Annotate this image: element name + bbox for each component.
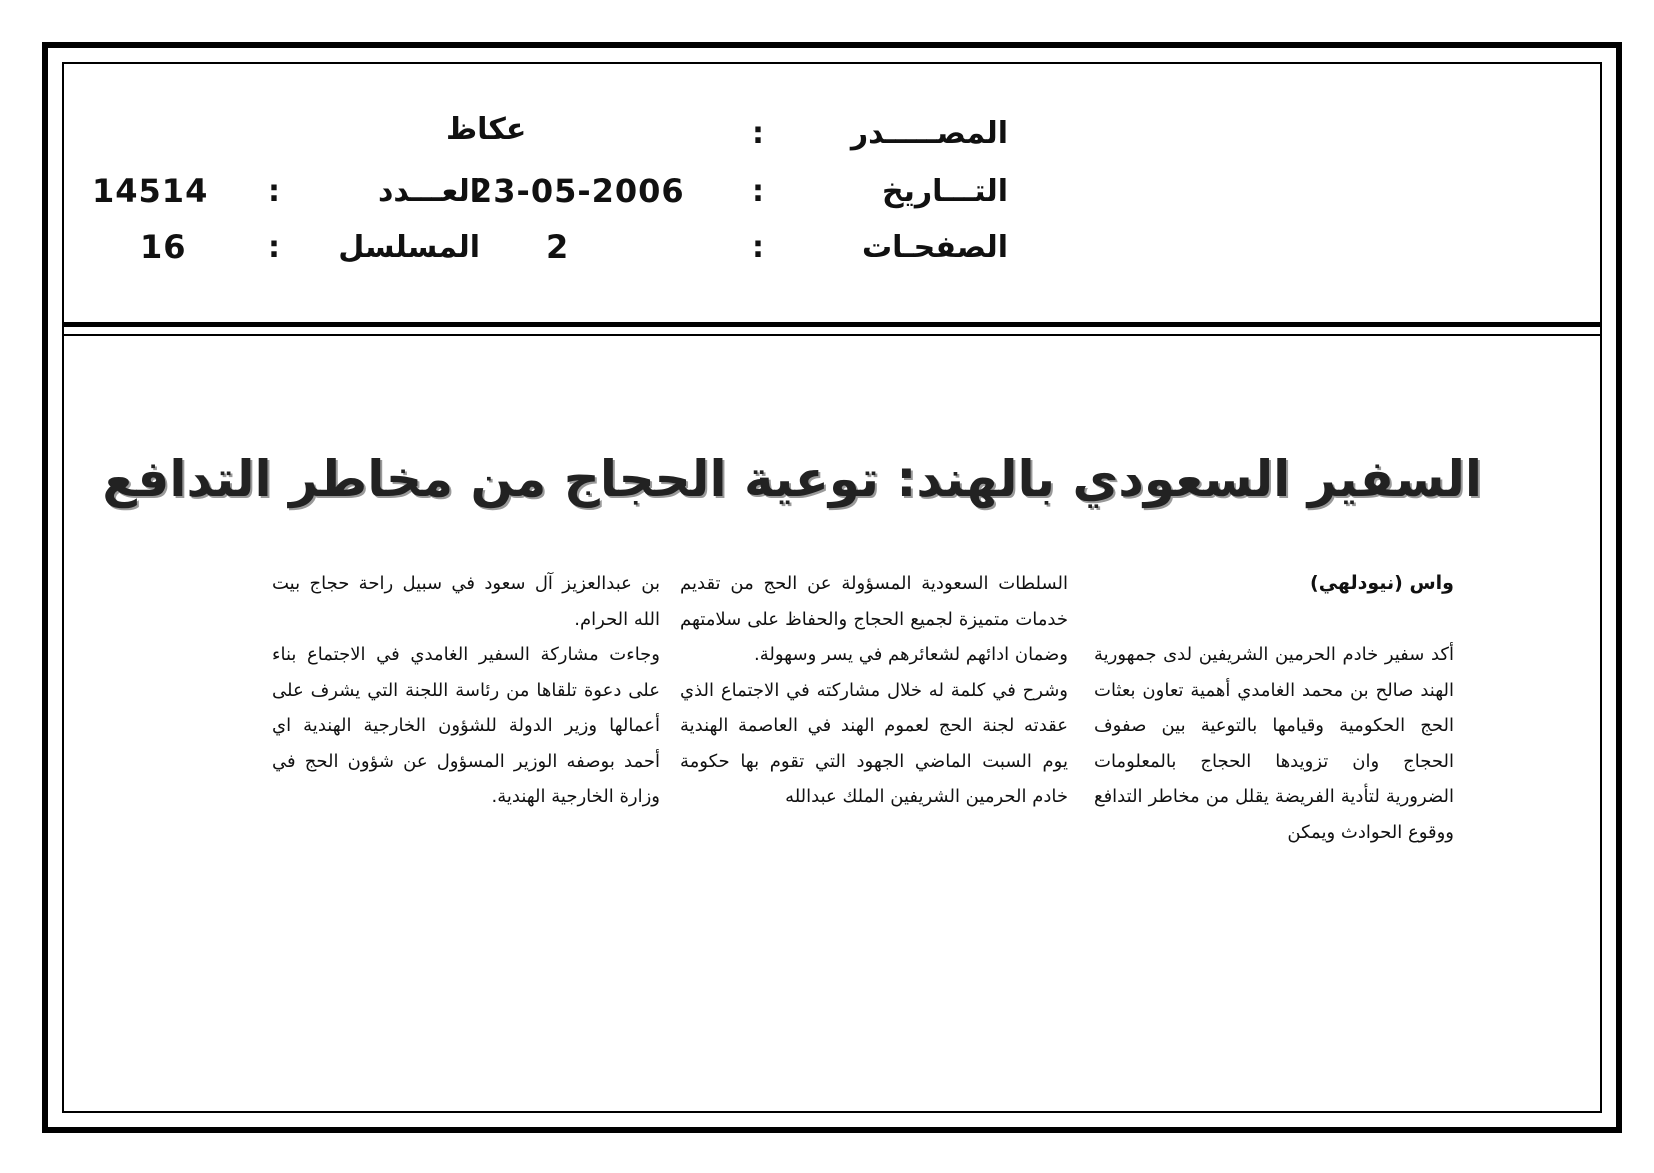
date-label: التـــاريخ [882,174,1008,209]
article-byline: واس (نيودلهي) [1310,572,1454,594]
serial-colon: : [268,230,280,265]
date-colon: : [752,174,764,209]
article-headline: السفير السعودي بالهند: توعية الحجاج من مخاطر التدافع [102,450,1482,508]
issue-colon: : [268,174,280,209]
column-3-paragraph-1: بن عبدالعزيز آل سعود في سبيل راحة حجاج بيت الله الحرام. [272,573,660,630]
date-value: 23-05-2006 [470,172,685,210]
source-value: عكاظ [446,112,527,147]
issue-value: 14514 [92,172,209,210]
article-column-1 [1094,566,1454,850]
column-3-paragraph-2: وجاءت مشاركة السفير الغامدي في الاجتماع بناء على دعوة تلقاها من رئاسة اللجنة التي يشرف على أعمالها وزير الدولة للشؤون الخارجية الهندية اي أحمد بوصفه الوزير المسؤول عن شؤون الحج في وزارة الخارجية الهندية. [272,644,660,807]
column-2-paragraph-2: وشرح في كلمة له خلال مشاركته في الاجتماع الذي عقدته لجنة الحج لعموم الهند في العاصمة الهندية يوم السبت الماضي الجهود التي تقوم بها حكومة خادم الحرمين الشريفين الملك عبدالله [680,679,1068,807]
column-1-paragraph: أكد سفير خادم الحرمين الشريفين لدى جمهورية الهند صالح بن محمد الغامدي أهمية تعاون بعثات الحج الحكومية وقيامها بالتوعية بين صفوف الحجاج وان تزويدها الحجاج بالمعلومات الضرورية لتأدية الفريضة يقلل من مخاطر التدافع ووقوع الحوادث ويمكن [1094,644,1454,843]
header-divider-thick [64,322,1600,327]
pages-colon: : [752,230,764,265]
article-column-3 [272,566,660,815]
column-2-paragraph-1: السلطات السعودية المسؤولة عن الحج من تقديم خدمات متميزة لجميع الحجاج والحفاظ على سلامتهم وضمان ادائهم لشعائرهم في يسر وسهولة. [680,573,1068,665]
pages-value: 2 [546,228,570,266]
source-colon: : [752,116,764,151]
article-column-2 [680,566,1068,815]
serial-value: 16 [140,228,187,266]
header-divider-thin [64,334,1600,336]
column-1-spacer [1094,602,1454,638]
serial-label: المسلسل [338,230,480,265]
issue-label: العـــدد [378,174,480,209]
source-label: المصـــــدر [850,116,1008,151]
pages-label: الصفحـات [862,230,1008,265]
